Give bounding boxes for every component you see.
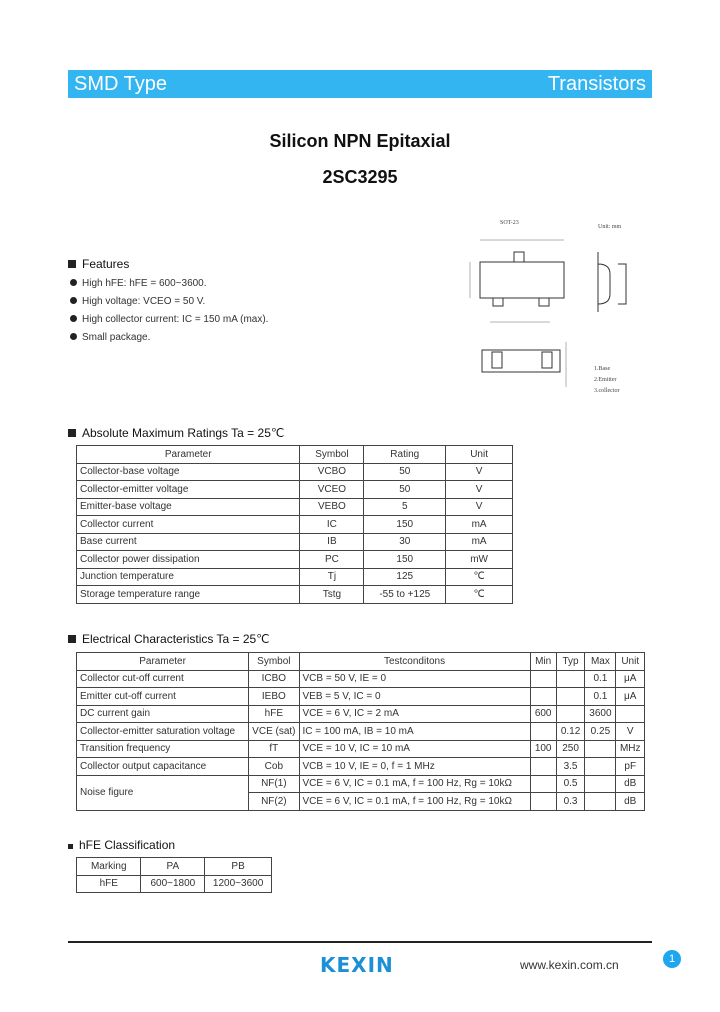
- table-cell: Min: [530, 653, 556, 671]
- table-cell: [585, 793, 616, 811]
- table-cell: PC: [300, 551, 364, 569]
- table-cell: mA: [446, 516, 513, 534]
- feature-item: High collector current: IC = 150 mA (max).: [70, 314, 268, 325]
- pin-3: 3.collector: [594, 388, 620, 394]
- table-cell: IC: [300, 516, 364, 534]
- table-cell: 100: [530, 740, 556, 758]
- square-bullet-icon: [68, 260, 76, 268]
- part-number: 2SC3295: [322, 167, 398, 187]
- table-cell: ℃: [446, 586, 513, 604]
- table-cell: Collector output capacitance: [77, 758, 249, 776]
- kexin-logo: KEXIN: [320, 953, 394, 977]
- table-cell: Collector current: [77, 516, 300, 534]
- table-cell: Emitter-base voltage: [77, 498, 300, 516]
- table-header: Symbol: [300, 446, 364, 464]
- table-cell: VCB = 10 V, IE = 0, f = 1 MHz: [299, 758, 530, 776]
- square-bullet-icon: [68, 635, 76, 643]
- features-heading: Features: [68, 257, 129, 271]
- table-row: [77, 586, 513, 604]
- table-header-row: [77, 446, 513, 464]
- table-cell: [585, 775, 616, 793]
- hfe-class-table: [76, 857, 272, 893]
- table-cell: Unit: [616, 653, 645, 671]
- table-cell: V: [446, 463, 513, 481]
- package-drawing: [460, 212, 660, 402]
- table-cell: hFE: [249, 705, 299, 723]
- table-cell: 0.5: [556, 775, 585, 793]
- table-row: [77, 463, 513, 481]
- table-cell: 150: [364, 516, 446, 534]
- feature-item: Small package.: [70, 332, 150, 343]
- table-row: [77, 670, 645, 688]
- abs-max-table: [76, 445, 513, 604]
- table-cell: [530, 723, 556, 741]
- table-cell: mW: [446, 551, 513, 569]
- table-cell: [530, 775, 556, 793]
- header-banner: [68, 70, 652, 98]
- table-header: Rating: [364, 446, 446, 464]
- table-cell: -55 to +125: [364, 586, 446, 604]
- table-cell: 3600: [585, 705, 616, 723]
- table-cell: 50: [364, 481, 446, 499]
- table-cell: PA: [141, 858, 205, 876]
- table-row: [77, 533, 513, 551]
- table-cell: Collector-base voltage: [77, 463, 300, 481]
- table-cell: NF(1): [249, 775, 299, 793]
- table-cell: Testconditons: [299, 653, 530, 671]
- table-cell: Base current: [77, 533, 300, 551]
- table-row: [77, 723, 645, 741]
- table-cell: VCE = 6 V, IC = 0.1 mA, f = 100 Hz, Rg = 10kΩ: [299, 793, 530, 811]
- table-cell: VCB = 50 V, IE = 0: [299, 670, 530, 688]
- table-row: [77, 481, 513, 499]
- table-cell: 30: [364, 533, 446, 551]
- table-cell: VEB = 5 V, IC = 0: [299, 688, 530, 706]
- table-cell: [530, 758, 556, 776]
- table-row: [77, 705, 645, 723]
- table-cell: Collector cut-off current: [77, 670, 249, 688]
- table-cell: 5: [364, 498, 446, 516]
- table-cell: 0.1: [585, 688, 616, 706]
- table-cell: IB: [300, 533, 364, 551]
- table-row: [77, 775, 645, 793]
- table-cell: [556, 705, 585, 723]
- table-cell: VCE (sat): [249, 723, 299, 741]
- table-cell: hFE: [77, 875, 141, 893]
- table-header: Parameter: [77, 446, 300, 464]
- abs-max-heading: Absolute Maximum Ratings Ta = 25℃: [68, 426, 284, 440]
- table-cell: 50: [364, 463, 446, 481]
- table-cell: 125: [364, 568, 446, 586]
- table-cell: VCE = 10 V, IC = 10 mA: [299, 740, 530, 758]
- table-row: [77, 875, 272, 893]
- table-cell: 600~1800: [141, 875, 205, 893]
- table-cell: VCE = 6 V, IC = 0.1 mA, f = 100 Hz, Rg = 10kΩ: [299, 775, 530, 793]
- table-cell: Marking: [77, 858, 141, 876]
- table-cell: Max: [585, 653, 616, 671]
- table-cell: 0.1: [585, 670, 616, 688]
- table-cell: fT: [249, 740, 299, 758]
- table-cell: Emitter cut-off current: [77, 688, 249, 706]
- elec-heading: Electrical Characteristics Ta = 25℃: [68, 632, 270, 646]
- table-cell: 0.3: [556, 793, 585, 811]
- table-cell: Collector-emitter saturation voltage: [77, 723, 249, 741]
- table-cell: PB: [205, 858, 272, 876]
- table-cell: [616, 705, 645, 723]
- table-row: [77, 758, 645, 776]
- table-cell: Typ: [556, 653, 585, 671]
- page-number: 1: [663, 950, 681, 968]
- table-cell: Transition frequency: [77, 740, 249, 758]
- table-cell: VEBO: [300, 498, 364, 516]
- table-cell: VCBO: [300, 463, 364, 481]
- table-cell: 0.25: [585, 723, 616, 741]
- table-cell: 3.5: [556, 758, 585, 776]
- table-cell: MHz: [616, 740, 645, 758]
- feature-item: High voltage: VCEO = 50 V.: [70, 296, 205, 307]
- table-row: [77, 568, 513, 586]
- website-url[interactable]: www.kexin.com.cn: [520, 958, 619, 972]
- table-cell: μA: [616, 688, 645, 706]
- hfe-class-heading: hFE Classification: [68, 838, 175, 852]
- table-cell: μA: [616, 670, 645, 688]
- noise-figure-param: Noise figure: [77, 775, 249, 810]
- bullet-icon: [70, 297, 77, 304]
- pin-1: 1.Base: [594, 366, 611, 372]
- table-cell: V: [616, 723, 645, 741]
- table-cell: 600: [530, 705, 556, 723]
- square-bullet-icon: [68, 429, 76, 437]
- table-cell: V: [446, 498, 513, 516]
- square-bullet-icon: [68, 844, 73, 849]
- table-cell: [585, 758, 616, 776]
- footer-divider: [68, 941, 652, 943]
- feature-item: High hFE: hFE = 600~3600.: [70, 278, 207, 289]
- bullet-icon: [70, 315, 77, 322]
- table-cell: [585, 740, 616, 758]
- table-cell: NF(2): [249, 793, 299, 811]
- table-cell: V: [446, 481, 513, 499]
- table-cell: ℃: [446, 568, 513, 586]
- table-cell: [556, 688, 585, 706]
- table-row: [77, 858, 272, 876]
- table-cell: [530, 688, 556, 706]
- table-cell: 1200~3600: [205, 875, 272, 893]
- table-row: [77, 688, 645, 706]
- pin-2: 2.Emitter: [594, 377, 617, 383]
- table-cell: VCE = 6 V, IC = 2 mA: [299, 705, 530, 723]
- table-header-row: [77, 653, 645, 671]
- table-cell: [530, 793, 556, 811]
- table-cell: Tstg: [300, 586, 364, 604]
- table-cell: Junction temperature: [77, 568, 300, 586]
- table-header: Unit: [446, 446, 513, 464]
- table-cell: [556, 670, 585, 688]
- table-cell: DC current gain: [77, 705, 249, 723]
- table-cell: IC = 100 mA, IB = 10 mA: [299, 723, 530, 741]
- bullet-icon: [70, 333, 77, 340]
- table-cell: [530, 670, 556, 688]
- table-cell: mA: [446, 533, 513, 551]
- table-cell: Symbol: [249, 653, 299, 671]
- table-row: [77, 740, 645, 758]
- table-cell: 0.12: [556, 723, 585, 741]
- table-cell: pF: [616, 758, 645, 776]
- table-cell: dB: [616, 775, 645, 793]
- table-row: [77, 498, 513, 516]
- package-name: SOT-23: [500, 220, 519, 226]
- table-cell: Collector-emitter voltage: [77, 481, 300, 499]
- table-cell: Tj: [300, 568, 364, 586]
- table-cell: dB: [616, 793, 645, 811]
- table-cell: Parameter: [77, 653, 249, 671]
- doc-category: Transistors: [547, 73, 646, 95]
- doc-title: Silicon NPN Epitaxial: [269, 131, 451, 151]
- table-cell: ICBO: [249, 670, 299, 688]
- table-cell: 150: [364, 551, 446, 569]
- package-unit: Unit: mm: [598, 224, 622, 230]
- table-row: [77, 551, 513, 569]
- table-cell: Cob: [249, 758, 299, 776]
- table-cell: VCEO: [300, 481, 364, 499]
- table-cell: 250: [556, 740, 585, 758]
- table-cell: Collector power dissipation: [77, 551, 300, 569]
- table-cell: Storage temperature range: [77, 586, 300, 604]
- elec-table: [76, 652, 645, 811]
- table-row: [77, 516, 513, 534]
- table-cell: IEBO: [249, 688, 299, 706]
- bullet-icon: [70, 279, 77, 286]
- doc-type: SMD Type: [74, 73, 167, 95]
